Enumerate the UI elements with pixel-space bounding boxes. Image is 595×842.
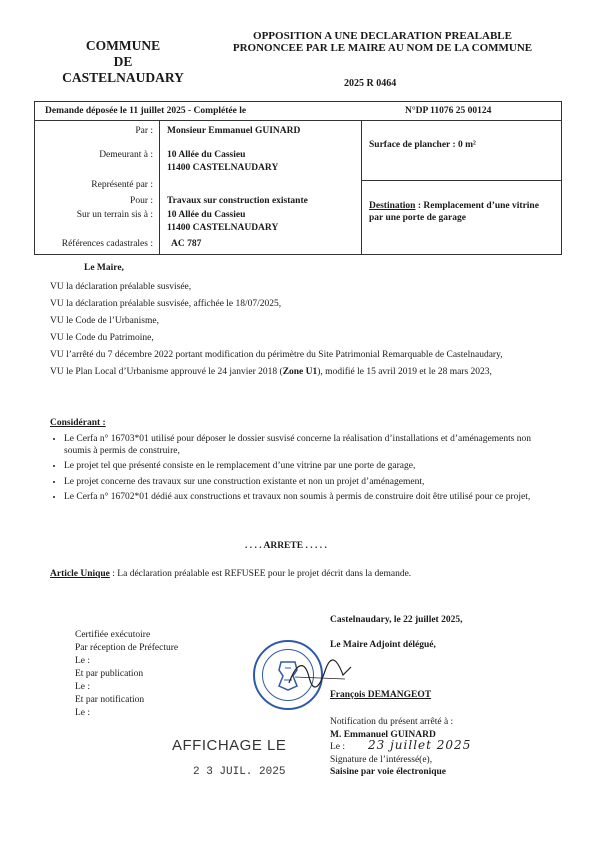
label-pour: Pour : (130, 196, 153, 206)
notification-line: Le : (330, 742, 346, 752)
plu-text: ), modifié le 15 avril 2019 et le 28 mars 2023, (317, 367, 492, 377)
executory-line: Par réception de Préfecture (75, 643, 179, 653)
title-line: PRONONCEE PAR LE MAIRE AU NOM DE LA COMMUNE (232, 42, 533, 54)
maire-heading: Le Maire, (84, 263, 124, 273)
article-unique (50, 569, 550, 579)
executory-line: Le : (75, 656, 91, 666)
considerant-item: • Le Cerfa n° 16702*01 dédié aux constructions et travaux non soumis à permis de construire doit être utilisé pour ce projet, (64, 492, 548, 504)
surface-plancher: Surface de plancher : 0 m² (369, 140, 476, 150)
vu-item: VU le Code du Patrimoine, (50, 333, 154, 343)
place-date: Castelnaudary, le 22 juillet 2025, (330, 615, 463, 625)
value-address-street: 10 Allée du Cassieu (167, 150, 246, 160)
affichage-label: AFFICHAGE LE (172, 737, 287, 754)
executory-line: Certifiée exécutoire (75, 630, 151, 640)
deposit-date: Demande déposée le 11 juillet 2025 - Complétée le (45, 106, 247, 116)
title-line: OPPOSITION A UNE DECLARATION PREALABLE (253, 30, 512, 42)
notification-recipient: M. Emmanuel GUINARD (330, 729, 436, 740)
notification-line: Notification du présent arrêté à : (330, 717, 454, 727)
plu-text: VU le Plan Local d’Urbanisme approuvé le 24 janvier 2018 ( (50, 367, 283, 377)
divider (361, 180, 561, 181)
reference-number: 2025 R 0464 (344, 78, 397, 89)
considerant-item: • Le Cerfa n° 16703*01 utilisé pour déposer le dossier susvisé concerne la réalisation d’installations et d’aménagements non soumis à permis de construire, (64, 434, 548, 457)
considerant-item: • Le projet tel que présenté consiste en le remplacement d’une vitrine par une porte de garage, (64, 461, 548, 473)
value-terrain-city: 11400 CASTELNAUDARY (167, 223, 279, 233)
divider (159, 120, 160, 254)
commune-line: CASTELNAUDARY (62, 70, 184, 85)
destination (369, 200, 555, 224)
file-number: N°DP 11076 25 00124 (405, 106, 492, 116)
commune-line: DE (113, 54, 133, 69)
vu-item: VU le Code de l’Urbanisme, (50, 316, 159, 326)
label-represente: Représenté par : (91, 180, 153, 190)
plu-zone: Zone U1 (282, 367, 318, 377)
value-pour: Travaux sur construction existante (167, 196, 308, 206)
value-par: Monsieur Emmanuel GUINARD (167, 126, 301, 136)
executory-line: Le : (75, 682, 91, 692)
vu-item: VU la déclaration préalable susvisée, (50, 282, 192, 292)
article-text: : La déclaration préalable est REFUSEE pour le projet décrit dans la demande. (109, 569, 412, 579)
commune-line: COMMUNE (85, 38, 161, 53)
commune-block (48, 38, 198, 86)
vu-list (50, 281, 550, 378)
label-demeurant: Demeurant à : (99, 150, 153, 160)
destination-value: : Remplacement d’une vitrine par une porte de garage (369, 201, 539, 223)
divider (361, 120, 362, 254)
vu-item: VU la déclaration préalable susvisée, affichée le 18/07/2025, (50, 299, 282, 309)
document-title (225, 30, 540, 54)
considerant-list (52, 434, 548, 508)
considerant-item: • Le projet concerne des travaux sur une construction existante et non un projet d’aménagement, (64, 477, 548, 489)
notification-line: Saisine par voie électronique (330, 767, 447, 777)
value-terrain-street: 10 Allée du Cassieu (167, 210, 246, 220)
signatory-role: Le Maire Adjoint délégué, (330, 640, 436, 650)
handwritten-date: 23 juillet 2025 (368, 738, 472, 752)
label-terrain: Sur un terrain sis à : (76, 210, 153, 220)
executory-block (75, 629, 178, 720)
arrete-heading: . . . . ARRETE . . . . . (245, 541, 327, 551)
destination-label: Destination (369, 201, 416, 211)
label-par: Par : (135, 126, 153, 136)
vu-item: VU l’arrêté du 7 décembre 2022 portant modification du périmètre du Site Patrimonial Remarquable de Castelnaudary, (50, 350, 503, 360)
executory-line: Et par publication (75, 669, 144, 679)
affichage-date: 2 3 JUIL. 2025 (193, 766, 286, 778)
executory-line: Et par notification (75, 695, 145, 705)
vu-item-plu (50, 366, 550, 378)
signatory-name: François DEMANGEOT (330, 690, 432, 700)
value-cadastre: AC 787 (171, 239, 202, 249)
article-label: Article Unique (50, 569, 110, 579)
label-cadastre: Références cadastrales : (61, 239, 153, 249)
considerant-heading: Considérant : (50, 418, 106, 428)
value-address-city: 11400 CASTELNAUDARY (167, 163, 279, 173)
notification-line: Signature de l’intéressé(e), (330, 754, 433, 765)
divider (35, 120, 561, 121)
request-form (34, 101, 562, 255)
executory-line: Le : (75, 708, 91, 718)
signature-scribble (285, 653, 355, 693)
